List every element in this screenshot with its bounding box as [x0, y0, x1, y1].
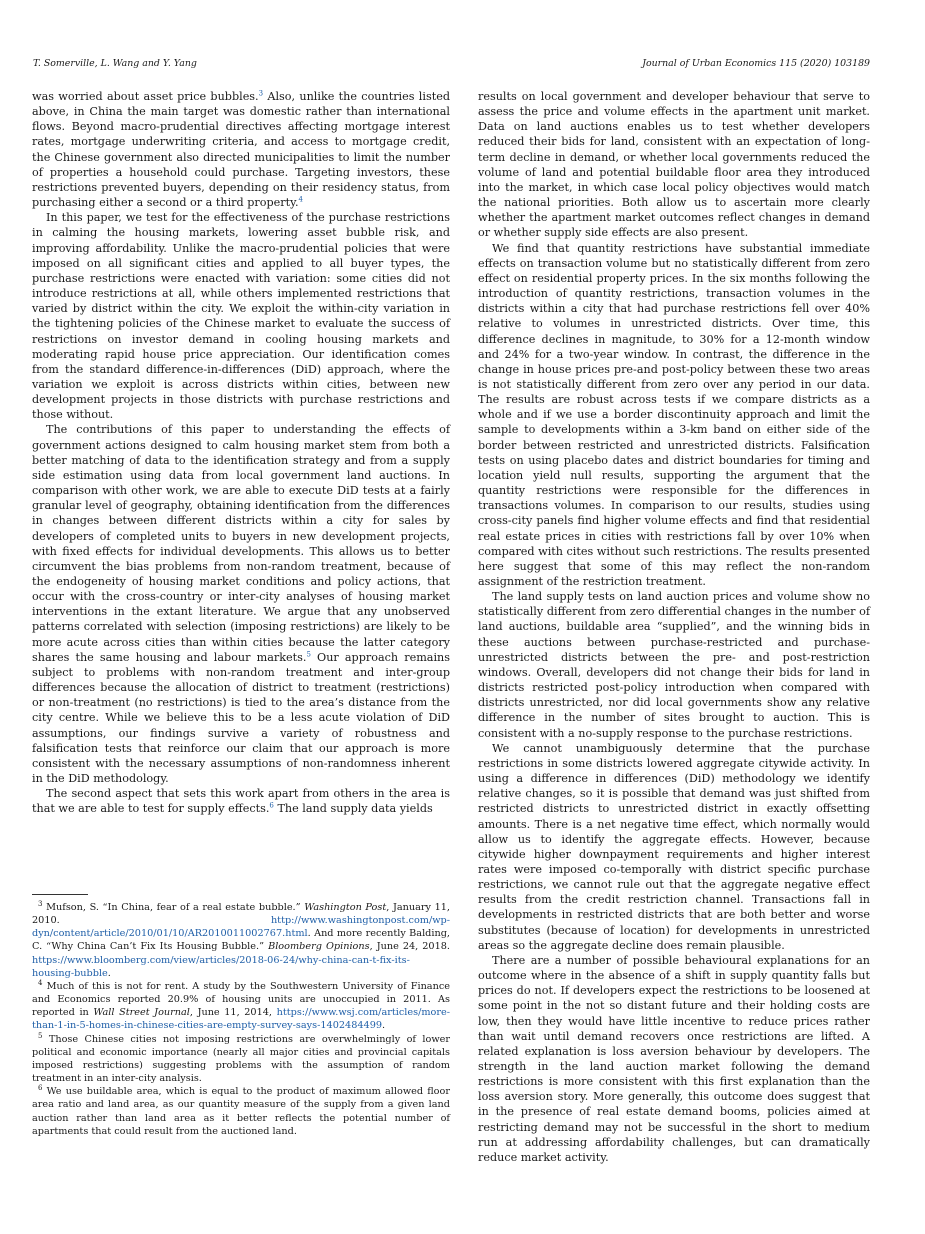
paragraph: The land supply tests on land auction prices and volume show no statistically different from zero differential changes in the number of land auctions, buildable area “supplied”, and the winning bids in these auctions between purchase-restricted and purchase-unrestricted districts between the pre- and post-restriction windows. Overall, developers did not change their bids for land in districts restricted post-policy introduction when compared with districts unrestricted, nor did local governments show any relative difference in the number of sites brought to auction. This is consistent with a no-supply response to the purchase restrictions. [478, 590, 870, 740]
footnote-5: $^5$ Those Chinese cities not imposing restrictions are overwhelmingly of lower political and economic importance (nearly all major cities and provincial capitals imposed restrictions) suggesting problems with the assumption of random treatment in an inter-city analysis. [32, 1031, 450, 1085]
paragraph: We cannot unambiguously determine that the purchase restrictions in some districts lowered aggregate citywide activity. In using a difference in differences (DiD) methodology we identify relative changes, so it is possible that demand was just shifted from restricted districts to unrestricted district in exactly offsetting amounts. There is a net negative time effect, which normally would allow us to identify the aggregate effects. However, because citywide higher downpayment requirements and higher interest rates were imposed co-temporally with district specific purchase restrictions, we cannot rule out that the aggregate negative effect results from the credit restriction channel. Transactions fall in developments in restricted districts that are both better and worse substitutes (because of location) for developments in unrestricted areas so the aggregate decline does remain plausible. [478, 741, 870, 952]
footnote-4: $^4$ Much of this is not for rent. A study by the Southwestern University of Finance and Economics reported 20.9% of housing units are unoccupied in 2011. As reported in Wall Street Journal, June 11, 2014, https://www.wsj.com/articles/more-than-1-in-5-homes-in-chinese-cities-are-empty-survey-says-1402484499. [32, 978, 450, 1032]
left-column [32, 89, 450, 817]
paragraph: In this paper, we test for the effectiveness of the purchase restrictions in calming the housing markets, lowering asset bubble risk, and improving affordability. Unlike the macro-prudential policies that were imposed on all significant cities and applied to all buyer types, the purchase restrictions were enacted with variation: some cities did not introduce restrictions at all, while others implemented restrictions that varied by district within the city. We exploit the within-city variation in the tightening policies of the Chinese market to evaluate the success of restrictions on investor demand in cooling housing markets and moderating rapid house price appreciation. Our identification comes from the standard difference-in-differences (DiD) approach, where the variation we exploit is across districts within cities, between new development projects in those districts with purchase restrictions and those without. [32, 211, 450, 422]
paragraph: There are a number of possible behavioural explanations for an outcome where in the absence of a shift in supply quantity falls but prices do not. If developers expect the restrictions to be loosened at some point in the not so distant future and their holding costs are low, then they would have little incentive to reduce prices rather than wait until demand recovers once restrictions are lifted. A related explanation is loss aversion behaviour by developers. The strength in the land auction market following the demand restrictions is more consistent with this first explanation than the loss aversion story. More generally, this outcome does suggest that in the presence of real estate demand booms, policies aimed at restricting demand may not be successful in the short to medium run at addressing affordability challenges, but can dramatically reduce market activity. [478, 953, 870, 1164]
footnote-ref-5[interactable]: 5 [306, 650, 311, 659]
paragraph: was worried about asset price bubbles.$^3$ Also, unlike the countries listed above, in China the main target was domestic rather than international flows. Beyond macro-prudential directives affecting mortgage interest rates, mortgage underwriting criteria, and access to mortgage credit, the Chinese government also directed municipalities to limit the number of properties a household could purchase. Targeting investors, these restrictions prevented buyers, depending on their residency status, from purchasing either a second or a third property.$^4$ [32, 89, 450, 210]
footnote-6: $^6$ We use buildable area, which is equal to the product of maximum allowed floor area ratio and land area, as our quantity measure of the supply from a given land auction rather than land area as it better reflects the potential number of apartments that could result from the auctioned land. [32, 1083, 450, 1137]
footnote-link[interactable]: http://www.washingtonpost.com/wp-dyn/content/article/2010/01/10/AR2010011002767.html [32, 915, 450, 940]
footnote-ref-3[interactable]: 3 [258, 89, 264, 98]
paragraph: results on local government and developer behaviour that serve to assess the price and volume effects in the apartment unit market. Data on land auctions enables us to test whether developers reduced their bids for land, consistent with an expectation of long-term decline in demand, or whether local governments reduced the volume of land and potential buildable floor area they introduced into the market, in which case local policy objectives would match the national priorities. Both allow us to ascertain more clearly whether the apartment market outcomes reflect changes in demand or whether supply side effects are also present. [478, 90, 870, 240]
paragraph: The second aspect that sets this work apart from others in the area is that we are able to test for supply effects.$^6$ The land supply data yields [32, 787, 450, 816]
right-column [478, 89, 870, 1165]
header-journal: Journal of Urban Economics 115 (2020) 103189 [642, 58, 870, 69]
footnote-ref-6[interactable]: 6 [269, 801, 274, 810]
footnotes [32, 880, 450, 1138]
footnote-link[interactable]: https://www.wsj.com/articles/more-than-1-in-5-homes-in-chinese-cities-are-empty-survey-says-1402484499 [32, 1007, 450, 1032]
footnote-ref-4[interactable]: 4 [298, 195, 303, 204]
paragraph: The contributions of this paper to understanding the effects of government actions designed to calm housing market stem from both a better matching of data to the identification strategy and from a supply side estimation using data from local government land auctions. In comparison with other work, we are able to execute DiD tests at a fairly granular level of geography, obtaining identification from the differences in changes between different districts within a city for sales by developers of completed units to buyers in new development projects, with fixed effects for individual developments. This allows us to better circumvent the bias problems from non-random treatment, because of the endogeneity of housing market conditions and policy actions, that occur with the cross-country or inter-city analyses of housing market interventions in the extant literature. We argue that any unobserved patterns correlated with selection (imposing restrictions) are likely to be more acute across cities than within cities because the latter category shares the same housing and labour markets.$^5$ Our approach remains subject to problems with non-random treatment and inter-group differences because the allocation of district to treatment (restrictions) or non-treatment (no restrictions) is tied to the area’s distance from the city centre. While we believe this to be a less acute violation of DiD assumptions, our findings survive a variety of robustness and falsification tests that reinforce our claim that our approach is more consistent with the necessary assumptions of non-randomness inherent in the DiD methodology. [32, 423, 450, 786]
paragraph: We find that quantity restrictions have substantial immediate effects on transaction volume but no statistically different from zero effect on residential property prices. In the six months following the introduction of quantity restrictions, transaction volumes in the districts within a city that had purchase restrictions fell over 40% relative to volumes in unrestricted districts. Over time, this difference declines in magnitude, to 30% for a 12-month window and 24% for a two-year window. In contrast, the difference in the change in house prices pre-and post-policy between these two areas is not statistically different from zero over any period in our data. The results are robust across tests if we compare districts as a whole and if we use a border discontinuity approach and limit the sample to developments within a 3-km band on either side of the border between restricted and unrestricted districts. Falsification tests on using placebo dates and district boundaries for timing and location yield null results, supporting the argument that the quantity restrictions were responsible for the differences in transactions volumes. In comparison to our results, studies using cross-city panels find higher volume effects and find that residential real estate prices in cities with restrictions fall by over 10% when compared with cites without such restrictions. The results presented here suggest that some of this may reflect the non-random assignment of the restriction treatment. [478, 241, 870, 588]
running-header [33, 58, 870, 72]
footnote-3: $^3$ Mufson, S. “In China, fear of a real estate bubble.” Washington Post, January 11, 2010. http://www.washingtonpost.com/wp-dyn/content/article/2010/01/10/AR2010011002767.html. And more recently Balding, C. “Why China Can’t Fix Its Housing Bubble.” Bloomberg Opinions, June 24, 2018. https://www.bloomberg.com/view/articles/2018-06-24/why-china-can-t-fix-its-housing-bubble. [32, 899, 451, 979]
footnote-link[interactable]: https://www.bloomberg.com/view/articles/2018-06-24/why-china-can-t-fix-its-housing-bubble [32, 954, 410, 979]
footnote-rule [32, 894, 88, 895]
header-authors: T. Somerville, L. Wang and Y. Yang [33, 58, 197, 69]
